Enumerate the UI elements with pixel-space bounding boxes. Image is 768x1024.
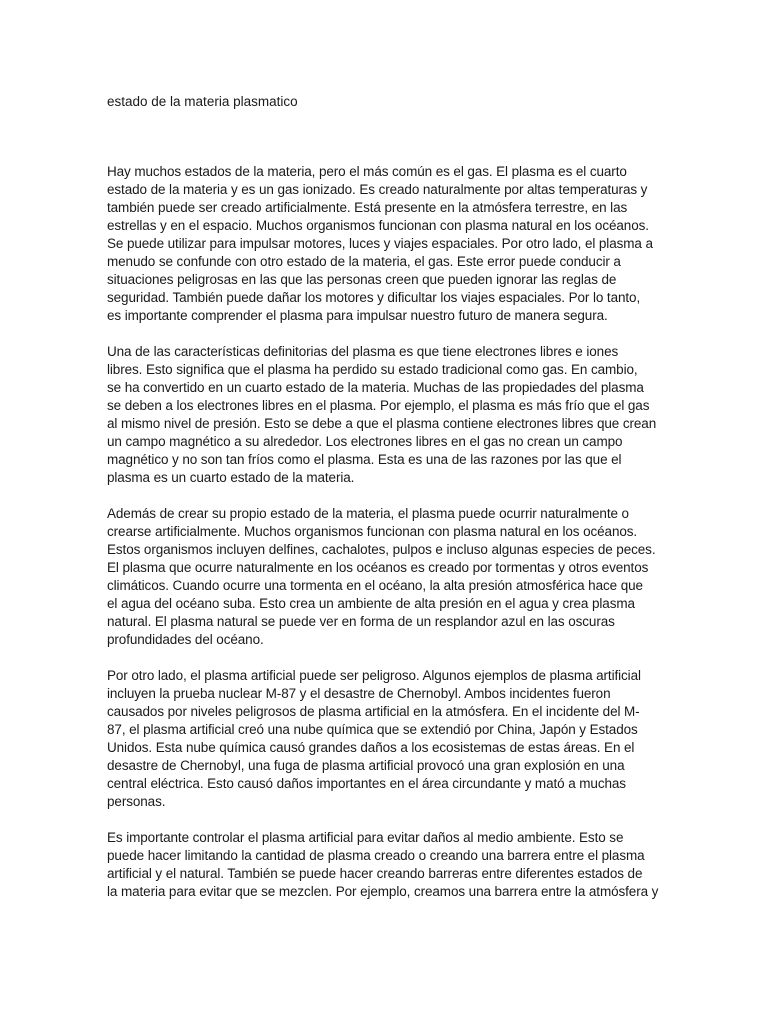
text-line: también puede ser creado artificialmente. Está presente en la atmósfera terrestre, en las [107,200,628,215]
text-line: incluyen la prueba nuclear M-87 y el desastre de Chernobyl. Ambos incidentes fueron [107,686,611,701]
text-line: estrellas y en el espacio. Muchos organismos funcionan con plasma natural en los océanos. [107,218,649,233]
text-line: estado de la materia y es un gas ionizado. Es creado naturalmente por altas temperaturas y [107,182,648,197]
paragraph-5 [107,829,667,901]
text-line: desastre de Chernobyl, una fuga de plasma artificial provocó una gran explosión en una [107,758,625,773]
text-line: 87, el plasma artificial creó una nube química que se extendió por China, Japón y Estados [107,722,638,737]
text-line: magnético y no son tan fríos como el plasma. Esta es una de las razones por las que el [107,452,622,467]
text-line: climáticos. Cuando ocurre una tormenta en el océano, la alta presión atmosférica hace que [107,578,643,593]
text-line: seguridad. También puede dañar los motores y dificultar los viajes espaciales. Por lo tanto, [107,290,641,305]
text-line: es importante comprender el plasma para impulsar nuestro futuro de manera segura. [107,308,608,323]
text-line: Además de crear su propio estado de la materia, el plasma puede ocurrir naturalmente o [107,506,629,521]
text-line: puede hacer limitando la cantidad de plasma creado o creando una barrera entre el plasma [107,848,645,863]
text-line: un campo magnético a su alrededor. Los electrones libres en el gas no crean un campo [107,434,623,449]
text-line: situaciones peligrosas en las que las personas creen que pueden ignorar las reglas de [107,272,617,287]
text-line: Unidos. Esta nube química causó grandes daños a los ecosistemas de estas áreas. En el [107,740,635,755]
text-line: libres. Esto significa que el plasma ha perdido su estado tradicional como gas. En cambio, [107,362,638,377]
paragraph-3 [107,505,667,649]
text-line: Una de las características definitorias del plasma es que tiene electrones libres e iones [107,344,619,359]
paragraph-2 [107,343,667,487]
text-line: Hay muchos estados de la materia, pero el más común es el gas. El plasma es el cuarto [107,164,627,179]
text-line: Estos organismos incluyen delfines, cachalotes, pulpos e incluso algunas especies de peces. [107,542,656,557]
text-line: Por otro lado, el plasma artificial puede ser peligroso. Algunos ejemplos de plasma artificial [107,668,641,683]
document-title: estado de la materia plasmatico [107,94,298,109]
text-line: plasma es un cuarto estado de la materia. [107,470,355,485]
text-line: central eléctrica. Esto causó daños importantes en el área circundante y mató a muchas [107,776,626,791]
text-line: la materia para evitar que se mezclen. Por ejemplo, creamos una barrera entre la atmósfera y [107,884,659,899]
text-line: se ha convertido en un cuarto estado de la materia. Muchas de las propiedades del plasma [107,380,644,395]
text-line: al mismo nivel de presión. Esto se debe a que el plasma contiene electrones libres que crean [107,416,657,431]
text-line: personas. [107,794,166,809]
paragraph-4 [107,667,667,811]
text-line: crearse artificialmente. Muchos organismos funcionan con plasma natural en los océanos. [107,524,638,539]
text-line: menudo se confunde con otro estado de la materia, el gas. Este error puede conducir a [107,254,621,269]
text-line: el agua del océano suba. Esto crea un ambiente de alta presión en el agua y crea plasma [107,596,635,611]
text-line: profundidades del océano. [107,632,264,647]
text-line: artificial y el natural. También se puede hacer creando barreras entre diferentes estados de [107,866,643,881]
text-line: Se puede utilizar para impulsar motores, luces y viajes espaciales. Por otro lado, el plasma a [107,236,653,251]
text-line: se deben a los electrones libres en el plasma. Por ejemplo, el plasma es más frío que el gas [107,398,650,413]
text-line: natural. El plasma natural se puede ver en forma de un resplandor azul en las oscuras [107,614,615,629]
text-line: El plasma que ocurre naturalmente en los océanos es creado por tormentas y otros eventos [107,560,649,575]
document-body [107,163,667,919]
text-line: causados por niveles peligrosos de plasma artificial en la atmósfera. En el incidente del M- [107,704,640,719]
paragraph-1 [107,163,667,325]
text-line: Es importante controlar el plasma artificial para evitar daños al medio ambiente. Esto se [107,830,624,845]
